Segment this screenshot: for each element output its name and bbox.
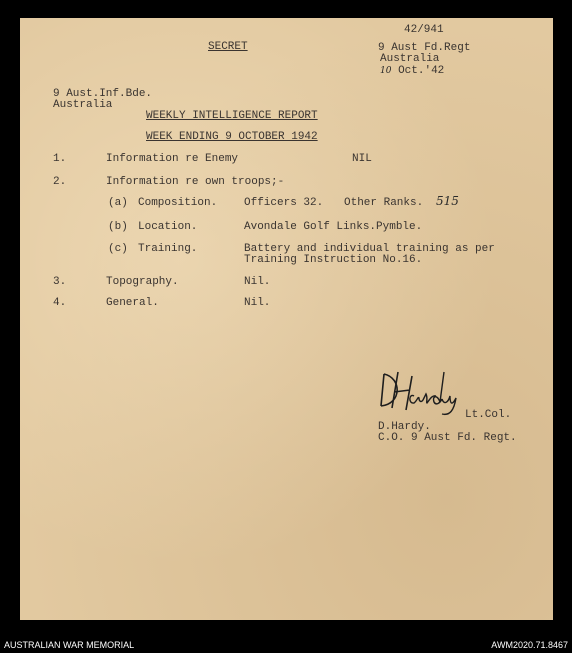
item-2a-officers: Officers 32.: [244, 197, 324, 209]
item-2a-letter: (a): [108, 197, 128, 209]
item-4-number: 4.: [53, 297, 67, 309]
item-2a-label: Composition.: [138, 197, 218, 209]
item-3-number: 3.: [53, 276, 67, 288]
item-2-label: Information re own troops;-: [106, 176, 285, 188]
date-day-handwritten: 10: [380, 66, 392, 76]
item-4-label: General.: [106, 297, 159, 309]
report-subtitle: WEEK ENDING 9 OCTOBER 1942: [146, 131, 318, 143]
recipient-location: Australia: [53, 99, 113, 111]
document-date: [380, 65, 444, 77]
signatory-name: D.Hardy.: [378, 421, 431, 433]
item-1-label: Information re Enemy: [106, 153, 239, 165]
footer-accession-number: AWM2020.71.8467: [491, 640, 568, 650]
item-4-value: Nil.: [244, 297, 271, 309]
from-unit: 9 Aust Fd.Regt: [378, 42, 471, 54]
classification-label: SECRET: [208, 41, 248, 53]
report-title: WEEKLY INTELLIGENCE REPORT: [146, 110, 318, 122]
date-month-year: Oct.'42: [398, 65, 445, 77]
item-2a-other-ranks-label: Other Ranks.: [344, 197, 424, 209]
from-location: Australia: [380, 53, 440, 65]
footer-institution: AUSTRALIAN WAR MEMORIAL: [4, 640, 135, 650]
item-2c-letter: (c): [108, 243, 128, 255]
recipient-unit: 9 Aust.Inf.Bde.: [53, 88, 153, 100]
item-2b-letter: (b): [108, 221, 128, 233]
signatory-rank: Lt.Col.: [465, 409, 512, 421]
item-3-value: Nil.: [244, 276, 271, 288]
signatory-appointment: C.O. 9 Aust Fd. Regt.: [378, 432, 517, 444]
item-2c-value-line-2: Training Instruction No.16.: [244, 254, 423, 266]
item-1-number: 1.: [53, 153, 67, 165]
item-3-label: Topography.: [106, 276, 179, 288]
document-page: [20, 18, 553, 620]
item-2b-value: Avondale Golf Links.Pymble.: [244, 221, 423, 233]
document-number: 42/941: [404, 24, 444, 36]
item-2a-other-ranks-value: 515: [436, 194, 459, 208]
item-1-value: NIL: [352, 153, 372, 165]
signature-image: [376, 368, 476, 416]
item-2-number: 2.: [53, 176, 67, 188]
item-2c-label: Training.: [138, 243, 198, 255]
item-2c-value-line-1: Battery and individual training as per: [244, 243, 495, 255]
item-2b-label: Location.: [138, 221, 198, 233]
